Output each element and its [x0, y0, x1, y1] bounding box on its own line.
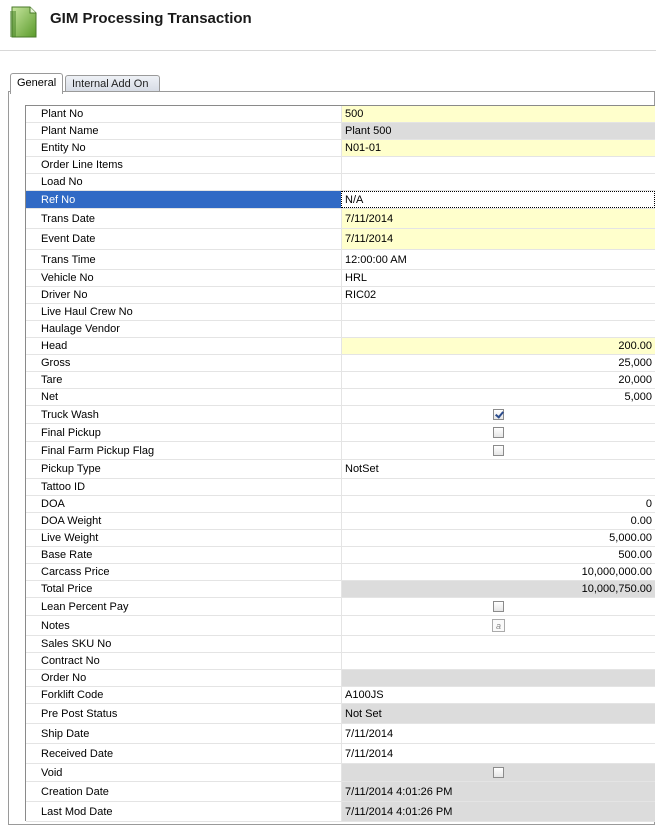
page-title: GIM Processing Transaction: [50, 10, 252, 27]
label-final-farm-pickup-flag: Final Farm Pickup Flag: [26, 442, 341, 459]
value-notes[interactable]: [341, 616, 655, 635]
label-total-price: Total Price: [26, 581, 341, 597]
label-forklift-code: Forklift Code: [26, 687, 341, 703]
value-lean-percent-pay[interactable]: [341, 598, 655, 615]
label-haulage-vendor: Haulage Vendor: [26, 321, 341, 337]
label-tare: Tare: [26, 372, 341, 388]
value-received-date[interactable]: 7/11/2014: [341, 744, 655, 763]
value-load-no[interactable]: [341, 174, 655, 190]
value-carcass-price[interactable]: 10,000,000.00: [341, 564, 655, 580]
label-trans-time: Trans Time: [26, 250, 341, 269]
value-ref-no[interactable]: N/A: [341, 191, 655, 208]
row-received-date[interactable]: [26, 744, 655, 764]
label-creation-date: Creation Date: [26, 782, 341, 801]
value-plant-name: Plant 500: [341, 123, 655, 139]
label-vehicle-no: Vehicle No: [26, 270, 341, 286]
label-sales-sku-no: Sales SKU No: [26, 636, 341, 652]
row-doa-weight[interactable]: [26, 513, 655, 530]
label-pre-post-status: Pre Post Status: [26, 704, 341, 723]
label-plant-no: Plant No: [26, 106, 341, 122]
value-vehicle-no[interactable]: HRL: [341, 270, 655, 286]
value-trans-time[interactable]: 12:00:00 AM: [341, 250, 655, 269]
row-tattoo-id[interactable]: [26, 479, 655, 496]
row-sales-sku-no[interactable]: [26, 636, 655, 653]
label-lean-percent-pay: Lean Percent Pay: [26, 598, 341, 615]
row-live-weight[interactable]: [26, 530, 655, 547]
value-ship-date[interactable]: 7/11/2014: [341, 724, 655, 743]
label-load-no: Load No: [26, 174, 341, 190]
row-plant-name[interactable]: [26, 123, 655, 140]
value-trans-date[interactable]: 7/11/2014: [341, 209, 655, 228]
value-entity-no[interactable]: N01-01: [341, 140, 655, 156]
label-carcass-price: Carcass Price: [26, 564, 341, 580]
value-order-no: [341, 670, 655, 686]
value-haulage-vendor[interactable]: [341, 321, 655, 337]
label-ship-date: Ship Date: [26, 724, 341, 743]
row-notes[interactable]: [26, 616, 655, 636]
value-last-mod-date: 7/11/2014 4:01:26 PM: [341, 802, 655, 821]
row-lean-percent-pay[interactable]: [26, 598, 655, 616]
label-order-line-items: Order Line Items: [26, 157, 341, 173]
row-live-haul-crew-no[interactable]: [26, 304, 655, 321]
label-event-date: Event Date: [26, 229, 341, 249]
label-received-date: Received Date: [26, 744, 341, 763]
value-forklift-code[interactable]: A100JS: [341, 687, 655, 703]
label-live-weight: Live Weight: [26, 530, 341, 546]
row-void[interactable]: [26, 764, 655, 782]
value-doa[interactable]: 0: [341, 496, 655, 512]
row-total-price[interactable]: [26, 581, 655, 598]
label-order-no: Order No: [26, 670, 341, 686]
label-last-mod-date: Last Mod Date: [26, 802, 341, 821]
tab-panel-general: [8, 91, 655, 825]
label-plant-name: Plant Name: [26, 123, 341, 139]
label-notes: Notes: [26, 616, 341, 635]
row-base-rate[interactable]: [26, 547, 655, 564]
value-doa-weight[interactable]: 0.00: [341, 513, 655, 529]
value-pre-post-status: Not Set: [341, 704, 655, 723]
row-net[interactable]: [26, 389, 655, 406]
value-live-haul-crew-no[interactable]: [341, 304, 655, 320]
value-final-pickup[interactable]: [341, 424, 655, 441]
checkbox-final-pickup[interactable]: [493, 427, 504, 438]
row-driver-no[interactable]: [26, 287, 655, 304]
label-base-rate: Base Rate: [26, 547, 341, 563]
label-contract-no: Contract No: [26, 653, 341, 669]
row-order-line-items[interactable]: [26, 157, 655, 174]
row-truck-wash[interactable]: [26, 406, 655, 424]
property-grid: [25, 105, 655, 821]
value-final-farm-pickup-flag[interactable]: [341, 442, 655, 459]
tab-general[interactable]: General: [10, 73, 63, 94]
value-plant-no[interactable]: 500: [341, 106, 655, 122]
value-live-weight[interactable]: 5,000.00: [341, 530, 655, 546]
label-trans-date: Trans Date: [26, 209, 341, 228]
value-driver-no[interactable]: RIC02: [341, 287, 655, 303]
row-entity-no[interactable]: [26, 140, 655, 157]
label-entity-no: Entity No: [26, 140, 341, 156]
row-trans-date[interactable]: [26, 209, 655, 229]
row-trans-time[interactable]: [26, 250, 655, 270]
checkbox-truck-wash[interactable]: [493, 409, 504, 420]
checkbox-final-farm-pickup-flag[interactable]: [493, 445, 504, 456]
label-ref-no: Ref No: [26, 191, 341, 208]
label-live-haul-crew-no: Live Haul Crew No: [26, 304, 341, 320]
row-vehicle-no[interactable]: [26, 270, 655, 287]
row-forklift-code[interactable]: [26, 687, 655, 704]
document-icon: [9, 5, 39, 39]
value-order-line-items[interactable]: [341, 157, 655, 173]
label-driver-no: Driver No: [26, 287, 341, 303]
row-ref-no[interactable]: [26, 191, 655, 209]
value-head[interactable]: 200.00: [341, 338, 655, 354]
row-haulage-vendor[interactable]: [26, 321, 655, 338]
row-pre-post-status[interactable]: [26, 704, 655, 724]
row-last-mod-date[interactable]: [26, 802, 655, 822]
value-tattoo-id[interactable]: [341, 479, 655, 495]
checkbox-void[interactable]: [493, 767, 504, 778]
row-pickup-type[interactable]: [26, 460, 655, 479]
value-contract-no[interactable]: [341, 653, 655, 669]
label-final-pickup: Final Pickup: [26, 424, 341, 441]
row-ship-date[interactable]: [26, 724, 655, 744]
row-head[interactable]: [26, 338, 655, 355]
tab-internal-add-on[interactable]: Internal Add On: [65, 75, 160, 92]
label-net: Net: [26, 389, 341, 405]
checkbox-lean-percent-pay[interactable]: [493, 601, 504, 612]
value-pickup-type[interactable]: NotSet: [341, 460, 655, 478]
row-carcass-price[interactable]: [26, 564, 655, 581]
row-creation-date[interactable]: [26, 782, 655, 802]
value-total-price: 10,000,750.00: [341, 581, 655, 597]
label-head: Head: [26, 338, 341, 354]
label-truck-wash: Truck Wash: [26, 406, 341, 423]
header: [0, 0, 656, 51]
label-tattoo-id: Tattoo ID: [26, 479, 341, 495]
value-tare[interactable]: 20,000: [341, 372, 655, 388]
value-gross[interactable]: 25,000: [341, 355, 655, 371]
value-void: [341, 764, 655, 781]
tab-bar: [0, 72, 656, 92]
notes-edit-icon[interactable]: a: [492, 619, 505, 632]
row-final-farm-pickup-flag[interactable]: [26, 442, 655, 460]
value-creation-date: 7/11/2014 4:01:26 PM: [341, 782, 655, 801]
value-event-date[interactable]: 7/11/2014: [341, 229, 655, 249]
row-contract-no[interactable]: [26, 653, 655, 670]
row-load-no[interactable]: [26, 174, 655, 191]
row-plant-no[interactable]: [26, 106, 655, 123]
label-void: Void: [26, 764, 341, 781]
value-sales-sku-no[interactable]: [341, 636, 655, 652]
row-order-no[interactable]: [26, 670, 655, 687]
value-net[interactable]: 5,000: [341, 389, 655, 405]
label-doa-weight: DOA Weight: [26, 513, 341, 529]
label-doa: DOA: [26, 496, 341, 512]
row-gross[interactable]: [26, 355, 655, 372]
row-final-pickup[interactable]: [26, 424, 655, 442]
row-tare[interactable]: [26, 372, 655, 389]
row-doa[interactable]: [26, 496, 655, 513]
value-base-rate[interactable]: 500.00: [341, 547, 655, 563]
label-pickup-type: Pickup Type: [26, 460, 341, 478]
value-truck-wash[interactable]: [341, 406, 655, 423]
label-gross: Gross: [26, 355, 341, 371]
row-event-date[interactable]: [26, 229, 655, 250]
